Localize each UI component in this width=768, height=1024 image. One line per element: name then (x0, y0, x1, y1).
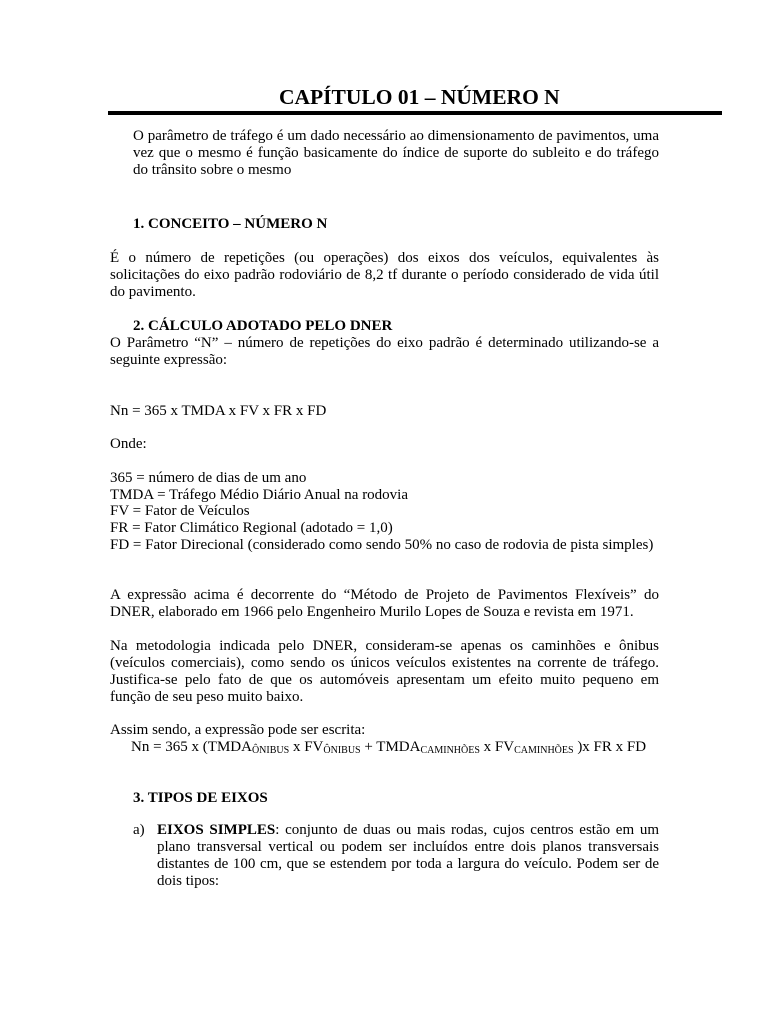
section-1-heading: 1. CONCEITO – NÚMERO N (133, 216, 328, 232)
section-2-body: O Parâmetro “N” – número de repetições do eixo padrão é determinado utilizando-se a seguinte expressão: (110, 335, 659, 368)
section-2-heading: 2. CÁLCULO ADOTADO PELO DNER (133, 318, 393, 334)
definition-fd: FD = Fator Direcional (considerado como sendo 50% no caso de rodovia de pista simples) (110, 537, 654, 553)
definition-fv: FV = Fator de Veículos (110, 503, 250, 519)
formula-sub-caminhoes-2: CAMINHÕES (514, 745, 574, 756)
formula-part-2: x FV (289, 739, 324, 755)
section-1-body: É o número de repetições (ou operações) dos eixos dos veículos, equivalentes às solicitações do eixo padrão rodoviário de 8,2 tf durante o período considerado de vida útil do pavimento. (110, 250, 659, 300)
onde-label: Onde: (110, 436, 147, 452)
section-3-heading: 3. TIPOS DE EIXOS (133, 790, 268, 806)
formula-part-3: + TMDA (360, 739, 421, 755)
definition-365: 365 = número de dias de um ano (110, 470, 307, 486)
item-a-text (157, 822, 659, 890)
expression-intro: Assim sendo, a expressão pode ser escrita: (110, 722, 366, 738)
item-a-term: EIXOS SIMPLES (157, 822, 276, 838)
formula-sub-caminhoes-1: CAMINHÕES (420, 745, 480, 756)
title-rule (108, 111, 722, 115)
definition-fr: FR = Fator Climático Regional (adotado = 1,0) (110, 520, 393, 536)
formula-part-1: Nn = 365 x (TMDA (131, 739, 252, 755)
formula-part-4: x FV (479, 739, 515, 755)
item-a-marker: a) (133, 822, 145, 838)
intro-paragraph: O parâmetro de tráfego é um dado necessário ao dimensionamento de pavimentos, uma vez que o mesmo é função basicamente do índice de suporte do subleito e do tráfego do trânsito sobre o mesmo (133, 128, 659, 178)
formula-sub-onibus-1: ÔNIBUS (251, 745, 290, 756)
method-paragraph: A expressão acima é decorrente do “Método de Projeto de Pavimentos Flexíveis” do DNER, elaborado em 1966 pelo Engenheiro Murilo Lopes de Souza e revista em 1971. (110, 587, 659, 620)
chapter-title: CAPÍTULO 01 – NÚMERO N (279, 85, 560, 109)
formula-part-5: )x FR x FD (573, 739, 647, 755)
item-a-description: : conjunto de duas ou mais rodas, cujos centros estão em um plano transversal vertical ou podem ser incluídos entre dois planos transversais distantes de 100 cm, que se estendem por toda a largura do veículo. Podem ser de dois tipos: (157, 822, 659, 889)
formula-expanded (131, 739, 646, 756)
formula: Nn = 365 x TMDA x FV x FR x FD (110, 403, 327, 419)
definition-tmda: TMDA = Tráfego Médio Diário Anual na rodovia (110, 487, 409, 503)
methodology-paragraph: Na metodologia indicada pelo DNER, consideram-se apenas os caminhões e ônibus (veículos comerciais), como sendo os únicos veículos existentes na corrente de tráfego. Justifica-se pelo fato de que os automóveis apresentam um efeito muito pequeno em função de seu peso muito baixo. (110, 638, 659, 705)
formula-sub-onibus-2: ÔNIBUS (323, 745, 361, 756)
